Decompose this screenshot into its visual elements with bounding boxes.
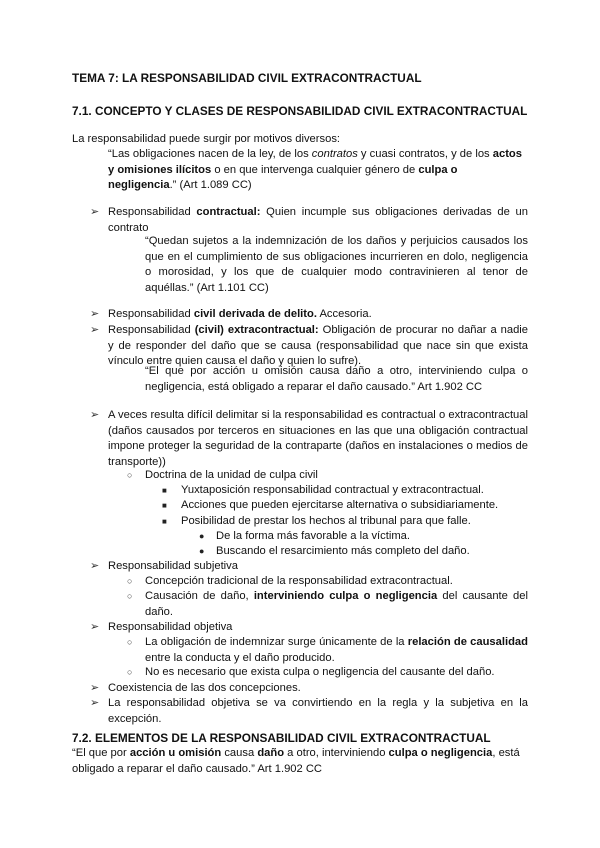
item-contractual: Responsabilidad contractual: Quien incumple sus obligaciones derivadas de un contrato: [108, 206, 528, 234]
item-coexistencia: Coexistencia de las dos concepciones.: [108, 682, 301, 694]
document-title: TEMA 7: LA RESPONSABILIDAD CIVIL EXTRACONTRACTUAL: [72, 71, 422, 85]
arrow-bullet-icon: ➢: [90, 324, 100, 336]
item-dificil-delimitar: A veces resulta difícil delimitar si la responsabilidad es contractual o extracontractual (daños causados por terceros en situaciones en las que una obligación contractual impone proteger la seguridad de la contraparte (daños en instalaciones o medios de transporte)): [108, 409, 528, 468]
item-no-culpa: No es necesario que exista culpa o negligencia del causante del daño.: [145, 666, 495, 678]
arrow-bullet-icon: ➢: [90, 409, 100, 421]
item-yuxtaposicion: Yuxtaposición responsabilidad contractual y extracontractual.: [181, 484, 484, 496]
item-objetiva: Responsabilidad objetiva: [108, 621, 233, 633]
quote-art-1089: “Las obligaciones nacen de la ley, de los contratos y cuasi contratos, y de los actos y omisiones ilícitos o en que intervenga cualquier género de culpa o negligencia.” (Art 1.089 CC): [108, 148, 522, 191]
arrow-bullet-icon: ➢: [90, 621, 100, 633]
arrow-bullet-icon: ➢: [90, 206, 100, 218]
circle-bullet-icon: ○: [127, 576, 133, 586]
section-heading-7-1: 7.1. CONCEPTO Y CLASES DE RESPONSABILIDAD CIVIL EXTRACONTRACTUAL: [72, 104, 528, 118]
item-obligacion: La obligación de indemnizar surge únicamente de la relación de causalidad entre la conducta y el daño producido.: [145, 636, 528, 664]
arrow-bullet-icon: ➢: [90, 308, 100, 320]
quote-art-1902-elements: “El que por acción u omisión causa daño a otro, interviniendo culpa o negligencia, está obligado a reparar el daño causado.” Art 1.902 CC: [72, 747, 520, 775]
item-favorable: De la forma más favorable a la víctima.: [216, 530, 410, 542]
item-doctrina: Doctrina de la unidad de culpa civil: [145, 469, 318, 481]
arrow-bullet-icon: ➢: [90, 560, 100, 572]
circle-bullet-icon: ○: [127, 591, 133, 601]
arrow-bullet-icon: ➢: [90, 697, 100, 709]
item-delito: Responsabilidad civil derivada de delito. Accesoria.: [108, 308, 372, 320]
circle-bullet-icon: ○: [127, 667, 133, 677]
item-concepcion: Concepción tradicional de la responsabilidad extracontractual.: [145, 575, 453, 587]
item-extracontractual: Responsabilidad (civil) extracontractual: Obligación de procurar no dañar a nadie y de responder del daño que se causa (responsabilidad que nace sin que exista vínculo entre quien causa el daño y quien lo sufre).: [108, 324, 528, 367]
square-bullet-icon: ■: [162, 486, 167, 495]
item-buscando: Buscando el resarcimiento más completo del daño.: [216, 545, 470, 557]
item-subjetiva: Responsabilidad subjetiva: [108, 560, 238, 572]
item-causacion: Causación de daño, interviniendo culpa o negligencia del causante del daño.: [145, 590, 528, 618]
square-bullet-icon: ■: [162, 517, 167, 526]
section-heading-7-2: 7.2. ELEMENTOS DE LA RESPONSABILIDAD CIVIL EXTRACONTRACTUAL: [72, 731, 491, 745]
arrow-bullet-icon: ➢: [90, 682, 100, 694]
item-acciones: Acciones que pueden ejercitarse alternativa o subsidiariamente.: [181, 499, 499, 511]
quote-art-1101: “Quedan sujetos a la indemnización de los daños y perjuicios causados los que en el cumplimiento de sus obligaciones incurrieren en dolo, negligencia o morosidad, y los que de cualquier modo contravinieren al tenor de aquéllas.” (Art 1.101 CC): [145, 235, 528, 294]
item-regla: La responsabilidad objetiva se va convirtiendo en la regla y la subjetiva en la excepción.: [108, 697, 528, 725]
item-posibilidad: Posibilidad de prestar los hechos al tribunal para que falle.: [181, 515, 471, 527]
intro-text: La responsabilidad puede surgir por motivos diversos:: [72, 133, 341, 145]
square-bullet-icon: ■: [162, 501, 167, 510]
circle-bullet-icon: ○: [127, 470, 133, 480]
circle-bullet-icon: ○: [127, 637, 133, 647]
dot-bullet-icon: ●: [199, 546, 205, 556]
quote-art-1902: “El que por acción u omisión causa daño a otro, interviniendo culpa o negligencia, está obligado a reparar el daño causado.” Art 1.902 CC: [145, 365, 528, 393]
dot-bullet-icon: ●: [199, 531, 205, 541]
